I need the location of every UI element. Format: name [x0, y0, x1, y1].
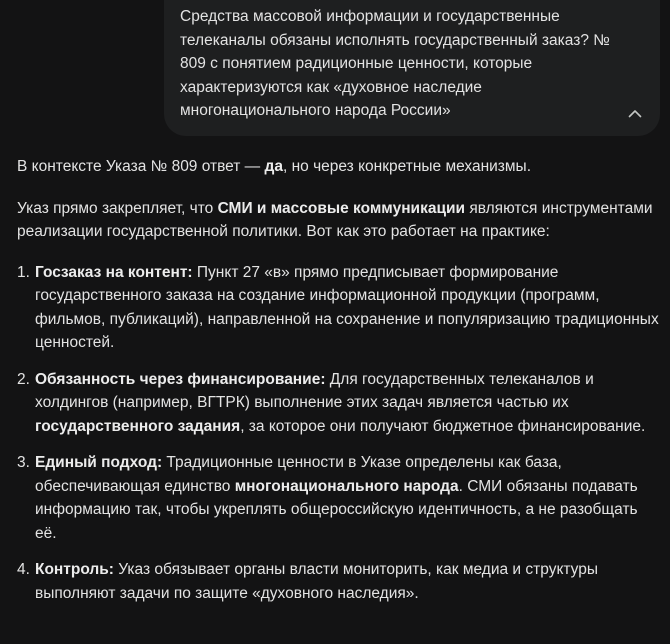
list-item-title: Контроль: [35, 561, 114, 578]
list-item: 3. Единый подход: Традиционные ценности в Указе определены как база, обеспечивающая единство многонационального народа. СМИ обязаны подавать информацию так, чтобы укреплять общероссийскую идентичность, а не разобщать её. [17, 451, 662, 545]
user-message-text: Средства массовой информации и государственные телеканалы обязаны исполнять государственный заказ? № 809 с понятием радиционные ценности, которые характеризуются как «духовное наследие многонационального народа России» [180, 8, 610, 119]
response-intro: В контексте Указа № 809 ответ — да, но через конкретные механизмы. [17, 158, 532, 175]
list-item-number: 1. [17, 263, 30, 281]
collapse-button[interactable] [622, 100, 648, 126]
list-item-text: Пункт 27 «в» прямо предписывает формирование государственного заказа на создание информационной продукции (программ, фильмов, публикаций), направленной на сохранение и популяризацию традиционных ценностей. [35, 263, 659, 351]
list-item: 2. Обязанность через финансирование: Для государственных телеканалов и холдингов (например, ВГТРК) выполнение этих задач является частью их государственного задания, за которое они получают бюджетное финансирование. [17, 368, 662, 439]
list-item-text: Указ обязывает органы власти мониторить, как медиа и структуры выполняют задачи по защите «духовного наследия». [35, 561, 599, 602]
list-item-title: Обязанность через финансирование: [35, 370, 326, 388]
response-lead: Указ прямо закрепляет, что СМИ и массовые коммуникации являются инструментами реализации государственной политики. Вот как это работает на практике: [17, 199, 653, 240]
list-item-number: 3. [17, 454, 30, 471]
list-item [17, 558, 662, 605]
assistant-response [17, 155, 662, 618]
list-item [17, 261, 662, 355]
list-item-number: 4. [17, 561, 30, 578]
response-list [17, 261, 662, 606]
chevron-up-icon [628, 109, 642, 118]
user-message-bubble [164, 0, 660, 136]
list-item-title: Единый подход: [35, 454, 163, 471]
list-item-number: 2. [17, 370, 30, 388]
list-item-title: Госзаказ на контент: [35, 263, 193, 281]
